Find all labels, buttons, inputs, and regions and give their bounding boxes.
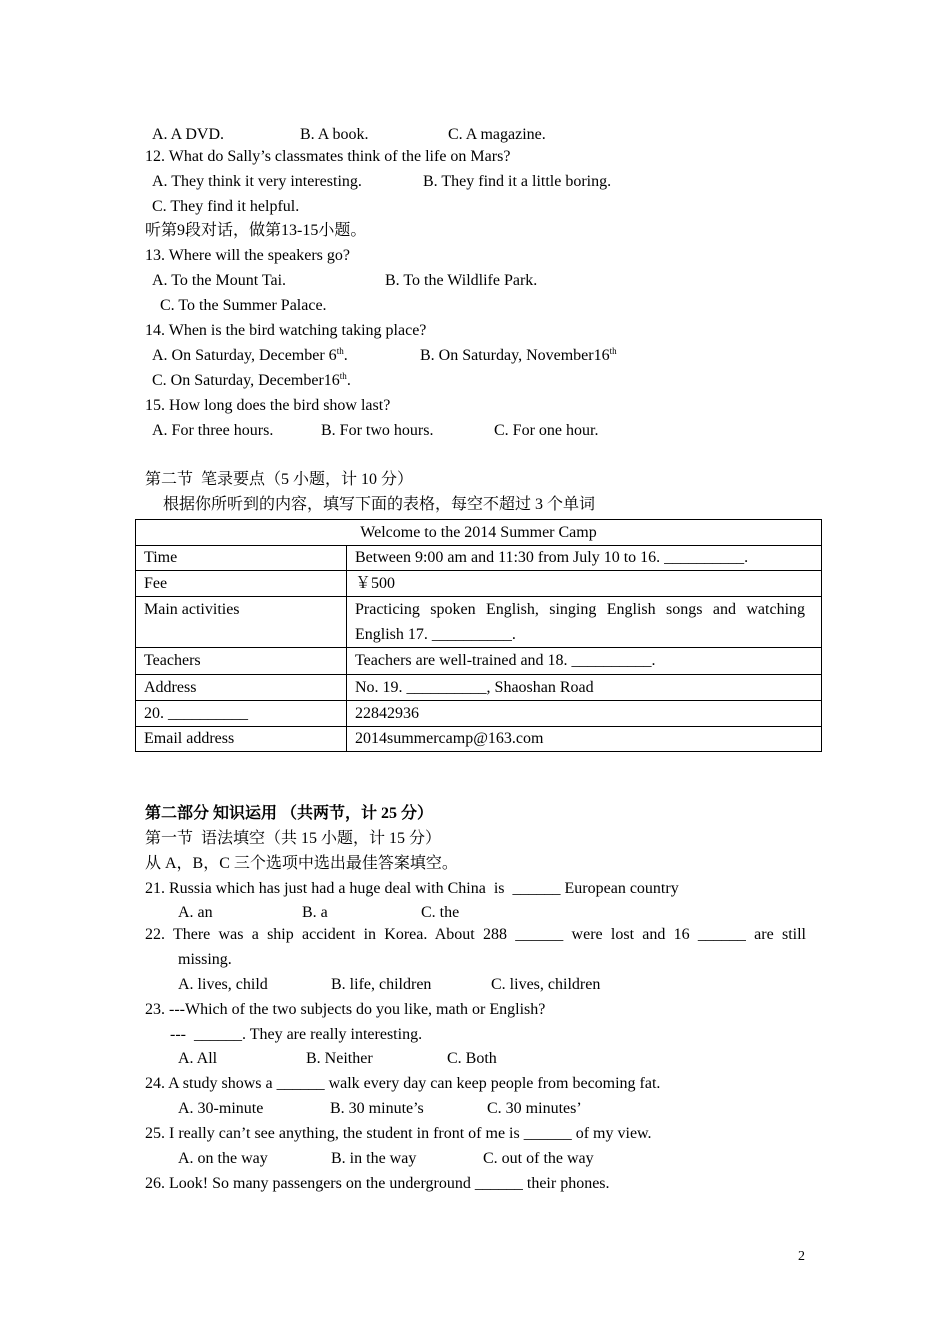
q21-option-a: A. an (178, 904, 213, 921)
q14-option-a (152, 346, 348, 366)
table-title: Welcome to the 2014 Summer Camp (136, 520, 822, 546)
q23-option-c: C. Both (447, 1050, 497, 1067)
q12-options-row1 (0, 172, 950, 192)
q25-option-b: B. in the way (331, 1150, 417, 1167)
q11-option-a: A. A DVD. (152, 126, 225, 143)
q13-question: 13. Where will the speakers go? (145, 247, 350, 264)
grammar-instruction: 从 A，B，C 三个选项中选出最佳答案填空。 (145, 855, 458, 872)
q12-option-c: C. They find it helpful. (152, 198, 300, 215)
q14-question: 14. When is the bird watching taking place? (145, 322, 427, 339)
q22-option-b: B. life, children (331, 976, 432, 993)
table-row (136, 597, 822, 648)
q15-question: 15. How long does the bird show last? (145, 397, 391, 414)
table-label-activities: Main activities (136, 597, 347, 648)
q12-option-b: B. They find it a little boring. (423, 173, 612, 190)
q14-option-a-text: A. On Saturday, December 6 (152, 347, 337, 364)
table-value-phone: 22842936 (347, 701, 822, 727)
table-value-time: Between 9:00 am and 11:30 from July 10 to 16. __________. (347, 546, 822, 571)
q23-question: 23. ---Which of the two subjects do you like, math or English? (145, 1001, 546, 1018)
q13-option-b: B. To the Wildlife Park. (385, 272, 538, 289)
q14-option-c-after: . (346, 372, 351, 389)
grammar-section-heading: 第一节 语法填空（共 15 小题，计 15 分） (145, 830, 442, 847)
q11-option-c: C. A magazine. (448, 126, 546, 143)
table-row (136, 571, 822, 597)
table-label-email: Email address (136, 727, 347, 752)
table-value-address: No. 19. __________, Shaoshan Road (347, 675, 822, 701)
q22-options (0, 975, 950, 995)
q13-option-c: C. To the Summer Palace. (160, 297, 327, 314)
q25-option-a: A. on the way (178, 1150, 268, 1167)
q21-options (0, 903, 950, 923)
table-value-teachers: Teachers are well-trained and 18. __________. (347, 648, 822, 675)
q14-option-b (420, 346, 617, 366)
q15-option-a: A. For three hours. (152, 422, 274, 439)
q15-option-c: C. For one hour. (494, 422, 599, 439)
q25-options (0, 1149, 950, 1169)
q22-question-line2: missing. (178, 951, 232, 968)
q23-answer-line: --- ______. They are really interesting. (170, 1026, 423, 1043)
summer-camp-table (135, 519, 822, 752)
q15-option-b: B. For two hours. (321, 422, 434, 439)
q22-question-line1: 22. There was a ship accident in Korea. About 288 ______ were lost and 16 ______ are still (145, 926, 806, 943)
q21-option-c: C. the (421, 904, 460, 921)
q13-options-row1 (0, 271, 950, 291)
part2-heading: 第二部分 知识运用 （共两节，计 25 分） (145, 805, 434, 822)
q12-question: 12. What do Sally’s classmates think of the life on Mars? (145, 148, 511, 165)
q11-options (0, 125, 950, 145)
q14-option-c (152, 371, 351, 391)
q25-question: 25. I really can’t see anything, the student in front of me is ______ of my view. (145, 1125, 652, 1142)
q23-options (0, 1049, 950, 1069)
table-value-email: 2014summercamp@163.com (347, 727, 822, 752)
table-row (136, 675, 822, 701)
table-row (136, 727, 822, 752)
q23-option-a: A. All (178, 1050, 218, 1067)
q24-option-a: A. 30-minute (178, 1100, 264, 1117)
q21-question: 21. Russia which has just had a huge deal with China is ______ European country (145, 880, 679, 897)
table-value-fee: ￥500 (347, 571, 822, 597)
q22-option-c: C. lives, children (491, 976, 601, 993)
table-value-activities: Practicing spoken English, singing English songs and watching English 17. __________. (347, 597, 822, 648)
table-label-address: Address (136, 675, 347, 701)
table-row (136, 546, 822, 571)
q24-options (0, 1099, 950, 1119)
q24-option-b: B. 30 minute’s (330, 1100, 424, 1117)
table-row (136, 648, 822, 675)
q24-question: 24. A study shows a ______ walk every day can keep people from becoming fat. (145, 1075, 661, 1092)
table-title-row (136, 520, 822, 546)
q21-option-b: B. a (302, 904, 328, 921)
q12-option-a: A. They think it very interesting. (152, 173, 362, 190)
table-label-fee: Fee (136, 571, 347, 597)
q14-option-c-text: C. On Saturday, December16 (152, 372, 340, 389)
q14-option-b-text: B. On Saturday, November16 (420, 347, 610, 364)
table-row (136, 701, 822, 727)
table-label-blank-20: 20. __________ (136, 701, 347, 727)
q24-option-c: C. 30 minutes’ (487, 1100, 582, 1117)
table-label-teachers: Teachers (136, 648, 347, 675)
table-label-time: Time (136, 546, 347, 571)
notes-heading: 第二节 笔录要点（5 小题，计 10 分） (145, 471, 414, 488)
q11-option-b: B. A book. (300, 126, 369, 143)
q13-option-a: A. To the Mount Tai. (152, 272, 287, 289)
q26-question: 26. Look! So many passengers on the underground ______ their phones. (145, 1175, 610, 1192)
q14-option-c-sup: th (339, 371, 347, 381)
q14-option-a-after: . (343, 347, 348, 364)
q14-option-b-sup: th (609, 346, 617, 356)
q15-options (0, 421, 950, 441)
page-number: 2 (798, 1249, 805, 1264)
q25-option-c: C. out of the way (483, 1150, 594, 1167)
notes-instruction: 根据你所听到的内容，填写下面的表格，每空不超过 3 个单词 (163, 496, 596, 513)
q22-option-a: A. lives, child (178, 976, 268, 993)
q23-option-b: B. Neither (306, 1050, 373, 1067)
q14-option-a-sup: th (336, 346, 344, 356)
dialogue9-instruction: 听第9段对话，做第13-15小题。 (145, 222, 367, 239)
